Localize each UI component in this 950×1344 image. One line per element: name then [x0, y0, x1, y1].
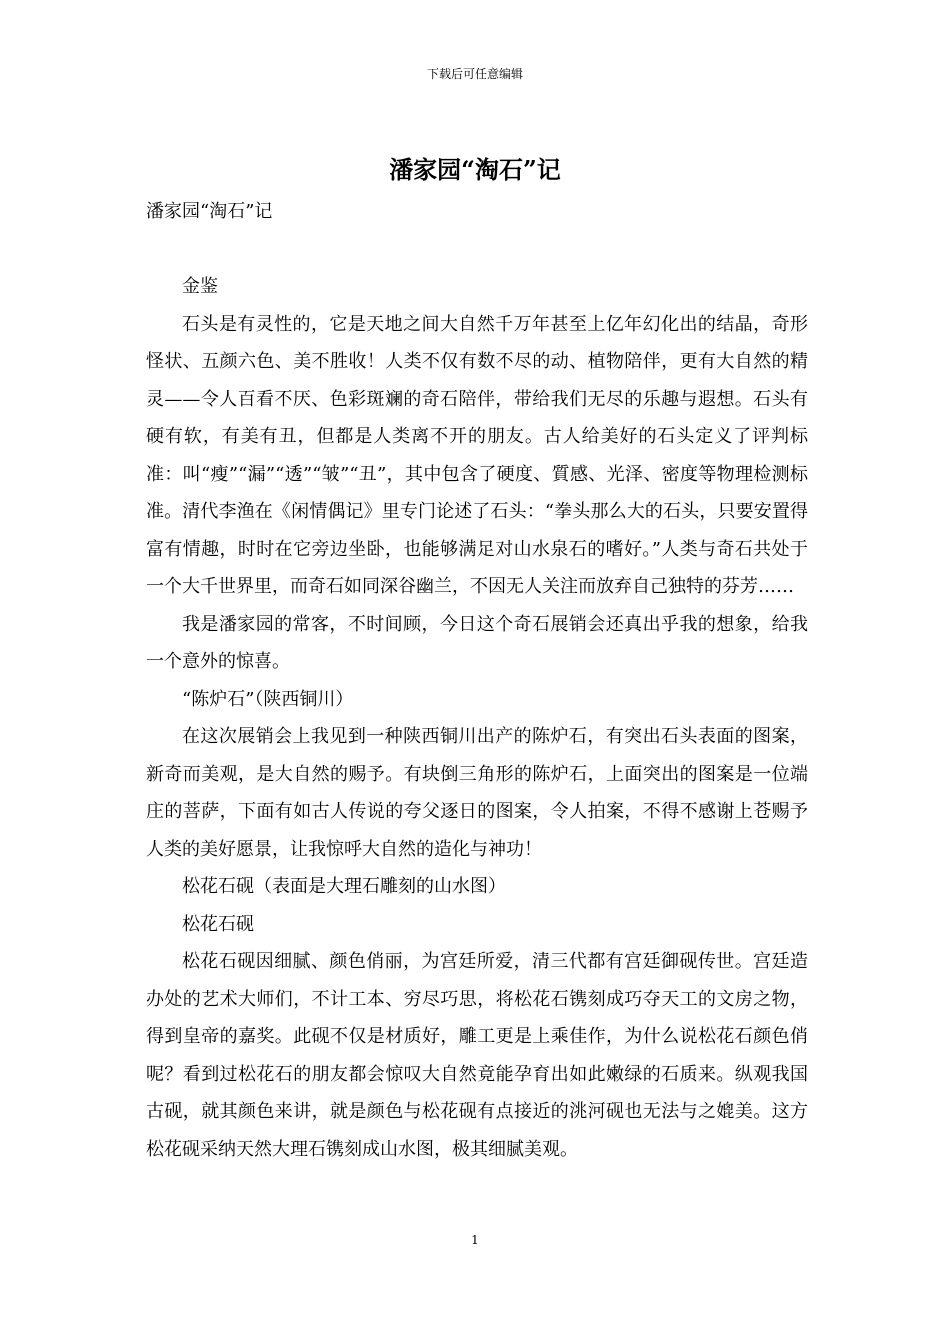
document-subtitle: 潘家园“淘石”记 — [146, 201, 273, 222]
blank-line — [146, 231, 808, 269]
section-subheading-songhua-inkstone: 松花石砚 — [182, 913, 254, 935]
document-body — [146, 193, 808, 1168]
author-name: 金鉴 — [182, 276, 218, 297]
document-title: 潘家园“淘石”记 — [389, 155, 561, 184]
page-header: 下载后可任意编辑 — [426, 67, 523, 81]
paragraph-songhua-inkstone: 松花石砚因细腻、颜色俏丽，为宫廷所爱，清三代都有宫廷御砚传世。宫廷造办处的艺术大师们，不计工本、穷尽巧思，将松花石镌刻成巧夺天工的文房之物，得到皇帝的嘉奖。此砚不仅是材质好，雕工更是上乘佳作，为什么说松花石颜色俏呢？看到过松花石的朋友都会惊叹大自然竟能孕育出如此嫩绿的石质来。纵观我国古砚，就其颜色来讲，就是颜色与松花砚有点接近的洮河砚也无法与之媲美。这方松花砚采纳天然大理石镌刻成山水图，极其细腻美观。 — [146, 951, 808, 1160]
paragraph-chenlu-stone: 在这次展销会上我见到一种陕西铜川出产的陈炉石，有突出石头表面的图案，新奇而美观，是大自然的赐予。有块倒三角形的陈炉石，上面突出的图案是一位端庄的菩萨，下面有如古人传说的夸父逐日的图案，令人拍案，不得不感谢上苍赐予人类的美好愿景，让我惊呼大自然的造化与神功！ — [146, 726, 808, 860]
paragraph-intro: 石头是有灵性的，它是天地之间大自然千万年甚至上亿年幻化出的结晶，奇形怪状、五颜六色、美不胜收！人类不仅有数不尽的动、植物陪伴，更有大自然的精灵——令人百看不厌、色彩斑斓的奇石陪伴，带给我们无尽的乐趣与遐想。石头有硬有软，有美有丑，但都是人类离不开的朋友。古人给美好的石头定义了评判标准：叫“瘦”“漏”“透”“皱”“丑”，其中包含了硬度、質感、光泽、密度等物理检测标准。清代李渔在《闲情偶记》里专门论述了石头：“拳头那么大的石头，只要安置得富有情趣，时时在它旁边坐卧，也能够满足对山水泉石的嗜好。”人类与奇石共处于一个大千世界里，而奇石如同深谷幽兰，不因无人关注而放弃自己独特的芬芳…… — [146, 313, 808, 597]
section-heading-chenlu-stone: “陈炉石”（陕西铜川） — [182, 688, 354, 710]
page-number: 1 — [471, 1233, 479, 1247]
section-heading-songhua-inkstone: 松花石砚（表面是大理石雕刻的山水图） — [182, 876, 506, 897]
paragraph-visit: 我是潘家园的常客，不时间顾，今日这个奇石展销会还真出乎我的想象，给我一个意外的惊喜。 — [146, 613, 808, 672]
